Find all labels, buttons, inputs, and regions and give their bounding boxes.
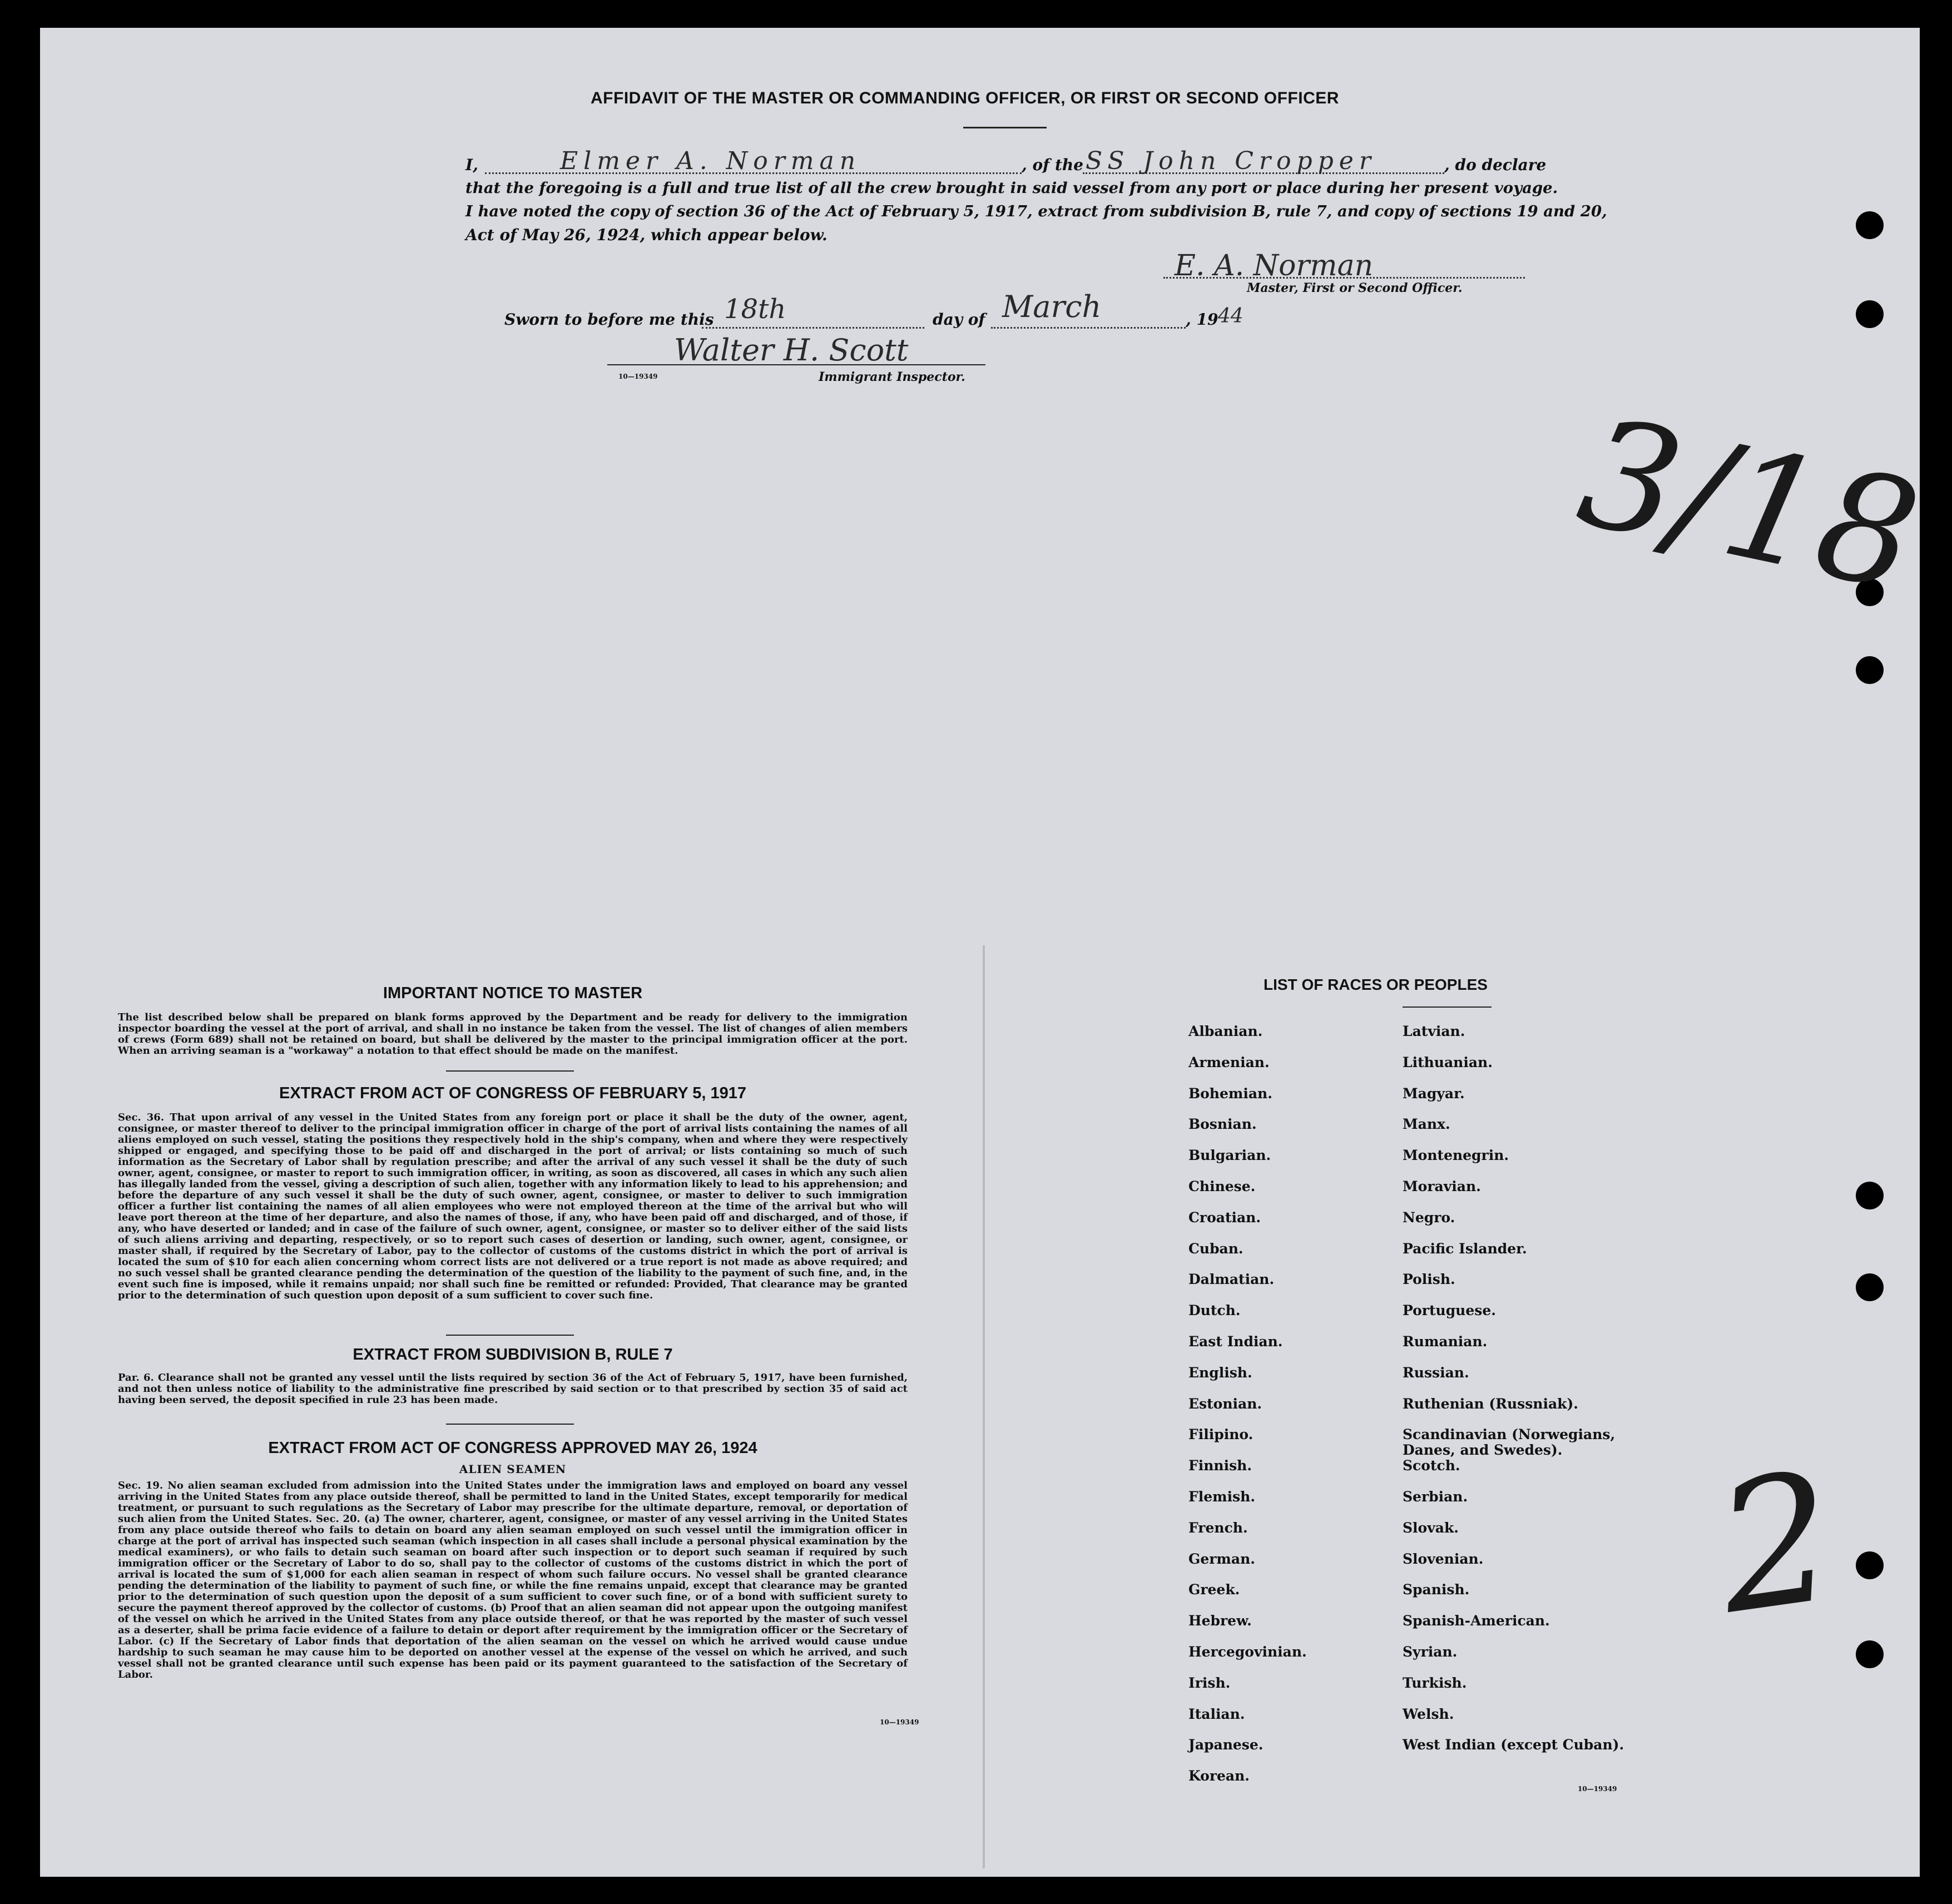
extract2-divider <box>446 1424 574 1425</box>
i-label: I, <box>465 156 478 174</box>
race-entry: Hercegovinian. <box>1188 1644 1307 1660</box>
race-entry: West Indian (except Cuban). <box>1403 1737 1624 1753</box>
race-entry: Scotch. <box>1403 1457 1460 1474</box>
race-entry: Bohemian. <box>1188 1085 1272 1102</box>
master-signature: E. A. Norman <box>1175 249 1374 282</box>
race-entry: Armenian. <box>1188 1054 1270 1070</box>
race-entry: Finnish. <box>1188 1457 1252 1474</box>
notice-title: IMPORTANT NOTICE TO MASTER <box>383 984 643 1002</box>
affidavit-title: AFFIDAVIT OF THE MASTER OR COMMANDING OFFICER, OR FIRST OR SECOND OFFICER <box>591 89 1339 107</box>
declaration-line-2: that the foregoing is a full and true list of all the crew brought in said vessel from any port or place during her present voyage. <box>465 179 1558 197</box>
declaration-line-4: Act of May 26, 1924, which appear below. <box>465 226 828 244</box>
race-entry: Danes, and Swedes). <box>1403 1442 1563 1459</box>
race-entry: Croatian. <box>1188 1209 1261 1226</box>
race-entry: Japanese. <box>1188 1737 1264 1753</box>
race-entry: Irish. <box>1188 1674 1231 1691</box>
form-number: 10—19349 <box>618 373 658 380</box>
margin-mark: 2 <box>1706 1433 1847 1654</box>
sworn-label: Sworn to before me this <box>504 310 714 329</box>
race-entry: Moravian. <box>1403 1178 1481 1194</box>
year-value: 44 <box>1218 305 1243 328</box>
race-entry: Flemish. <box>1188 1489 1256 1505</box>
year-prefix: , 19 <box>1186 310 1218 329</box>
race-entry: East Indian. <box>1188 1333 1283 1350</box>
race-entry: Spanish-American. <box>1403 1613 1550 1629</box>
inspector-caption: Immigrant Inspector. <box>819 370 965 384</box>
extract1-divider <box>446 1335 574 1336</box>
race-entry: Polish. <box>1403 1271 1455 1288</box>
notice-form-number: 10—19349 <box>880 1718 919 1726</box>
punch-hole <box>1856 300 1884 328</box>
race-entry: Welsh. <box>1403 1705 1454 1722</box>
race-entry: Syrian. <box>1403 1644 1458 1660</box>
race-entry: Negro. <box>1403 1209 1455 1226</box>
race-entry: Chinese. <box>1188 1178 1256 1194</box>
race-entry: Greek. <box>1188 1581 1240 1598</box>
race-entry: French. <box>1188 1519 1248 1536</box>
race-entry: Estonian. <box>1188 1395 1262 1412</box>
race-entry: Scandinavian (Norwegians, <box>1403 1426 1616 1443</box>
race-entry: Korean. <box>1188 1768 1250 1784</box>
races-title: LIST OF RACES OR PEOPLES <box>1264 976 1488 993</box>
race-entry: Serbian. <box>1403 1489 1468 1505</box>
month-value: March <box>1002 289 1102 324</box>
punch-hole <box>1856 211 1884 239</box>
extract1-title: EXTRACT FROM ACT OF CONGRESS OF FEBRUARY 5, 1917 <box>279 1084 747 1102</box>
extract1-body: Sec. 36. That upon arrival of any vessel in the United States from any foreign port or place it shall be the duty of the owner, agent, consignee, or master thereof to deliver to the principal immigration officer in charge of the port of arrival lists containing the names of all aliens employed on such vessel, stating the positions they respectively hold in the ship's company, when and where they were respectively shipped or engaged, and specifying those to be paid off and discharged in the port of arrival; or lists containing so much of such information as the Secretary of Labor shall by regulation prescribe; and after the arrival of any such vessel it shall be the duty of such owner, agent, consignee, or master to report to such immigration officer, in writing, as soon as discovered, all cases in which any such alien has illegally landed from the vessel, giving a description of such alien, together with any information likely to lead to his apprehension; and before the departure of any such vessel it shall be the duty of such owner, agent, consignee, or master to deliver to such immigration officer a further list containing the names of all alien employees who were not employed thereon at the time of the arrival but who will leave port thereon at the time of her departure, and also the names of those, if any, who have been paid off and discharged, and of those, if any, who have deserted or landed; and in case of the failure of such owner, agent, consignee, or master so to deliver either of the said lists of such aliens arriving and departing, respectively, or so to report such cases of desertion or landing, such owner, agent, consignee, or master shall, if required by the Secretary of Labor, pay to the collector of customs of the customs district in which the port of arrival is located the sum of $10 for each alien concerning whom correct lists are not delivered or a true report is not made as above required; and no such vessel shall be granted clearance pending the determination of the question of the liability to the payment of such fine, and, in the event such fine is imposed, while it remains unpaid; nor shall such fine be remitted or refunded: Provided, That clearance may be granted prior to the determination of such question upon deposit of a sum sufficient to cover such fine. <box>118 1112 908 1301</box>
race-entry: Cuban. <box>1188 1240 1243 1257</box>
race-entry: Manx. <box>1403 1116 1450 1133</box>
punch-hole <box>1856 1551 1884 1579</box>
day-line <box>702 327 924 329</box>
race-entry: Magyar. <box>1403 1085 1465 1102</box>
notice-body: The list described below shall be prepared on blank forms approved by the Department and be ready for delivery to the immigration inspector boarding the vessel at the port of arrival, and shall in no instance be taken from the vessel. The list of changes of alien members of crews (Form 689) shall not be retained on board, but shall be delivered by the master to the principal immigration officer at the port. When an arriving seaman is a "workaway" a notation to that effect should be made on the manifest. <box>118 1012 908 1057</box>
of-the-label: , of the <box>1022 156 1084 174</box>
race-entry: Portuguese. <box>1403 1302 1496 1319</box>
extract3-body: Sec. 19. No alien seaman excluded from admission into the United States under the immigration laws and employed on board any vessel arriving in the United States from any place outside thereof, shall be permitted to land in the United States, except temporarily for medical treatment, or pursuant to such regulations as the Secretary of Labor may prescribe for the ultimate departure, removal, or deportation of such alien from the United States. Sec. 20. (a) The owner, charterer, agent, consignee, or master of any vessel arriving in the United States from any place outside thereof who fails to detain on board any alien seaman employed on such vessel until the immigration officer in charge at the port of arrival has inspected such seaman (which inspection in all cases shall include a personal physical examination by the medical examiners), or who fails to detain such seaman on board after such inspection or to deport such seaman if required by such immigration officer or the Secretary of Labor to do so, shall pay to the collector of customs of the customs district in which the port of arrival is located the sum of $1,000 for each alien seaman in respect of whom such failure occurs. No vessel shall be granted clearance pending the determination of the liability to payment of such fine, or while the fine remains unpaid, except that clearance may be granted prior to the determination of such question upon the deposit of a sum sufficient to cover such fine, or of a bond with sufficient surety to secure the payment thereof approved by the collector of customs. (b) Proof that an alien seaman did not appear upon the outgoing manifest of the vessel on which he arrived in the United States from any place outside thereof, or that he was reported by the master of such vessel as a deserter, shall be prima facie evidence of a failure to detain or deport after requirement by the immigration officer or the Secretary of Labor. (c) If the Secretary of Labor finds that deportation of the alien seaman on the vessel on which he arrived would cause undue hardship to such seaman he may cause him to be deported on another vessel at the expense of the vessel on which he arrived, and such vessel shall not be granted clearance until such expense has been paid or its payment guaranteed to the satisfaction of the Secretary of Labor. <box>118 1480 908 1680</box>
extract3-title: EXTRACT FROM ACT OF CONGRESS APPROVED MAY 26, 1924 <box>268 1439 757 1457</box>
race-entry: Albanian. <box>1188 1023 1263 1039</box>
race-entry: Latvian. <box>1403 1023 1465 1039</box>
notice-divider <box>446 1070 574 1072</box>
race-entry: Italian. <box>1188 1705 1245 1722</box>
fold-line <box>983 945 985 1868</box>
race-entry: Ruthenian (Russniak). <box>1403 1395 1578 1412</box>
master-name: Elmer A. Norman <box>560 147 861 175</box>
extract2-body: Par. 6. Clearance shall not be granted any vessel until the lists required by section 36 of the Act of February 5, 1917, have been furnished, and not then unless notice of liability to the administrative fine prescribed by said section or to that prescribed by section 35 of said act having been served, the deposit specified in rule 23 has been made. <box>118 1372 908 1406</box>
declaration-line-3: I have noted the copy of section 36 of the Act of February 5, 1917, extract from subdivision B, rule 7, and copy of sections 19 and 20, <box>465 202 1607 220</box>
race-entry: Bulgarian. <box>1188 1147 1271 1164</box>
date-annotation: 3/18 <box>1565 384 1933 626</box>
month-line <box>991 327 1186 329</box>
races-form-number: 10—19349 <box>1578 1785 1617 1793</box>
day-of-label: day of <box>933 310 985 329</box>
document-page <box>40 28 1933 1877</box>
officer-caption: Master, First or Second Officer. <box>1247 281 1463 295</box>
race-entry: Hebrew. <box>1188 1613 1252 1629</box>
race-entry: Dutch. <box>1188 1302 1241 1319</box>
races-divider <box>1403 1006 1492 1008</box>
vessel-name: SS John Cropper <box>1086 147 1376 175</box>
punch-hole <box>1856 1640 1884 1668</box>
race-entry: Bosnian. <box>1188 1116 1257 1133</box>
extract2-title: EXTRACT FROM SUBDIVISION B, RULE 7 <box>353 1346 673 1363</box>
punch-hole <box>1856 656 1884 684</box>
race-entry: Russian. <box>1403 1364 1469 1381</box>
do-declare-label: , do declare <box>1444 156 1547 174</box>
race-entry: Lithuanian. <box>1403 1054 1493 1070</box>
inspector-signature: Walter H. Scott <box>674 333 909 368</box>
race-entry: English. <box>1188 1364 1252 1381</box>
race-entry: Dalmatian. <box>1188 1271 1275 1288</box>
punch-hole <box>1856 1273 1884 1301</box>
race-entry: German. <box>1188 1550 1255 1567</box>
race-entry: Spanish. <box>1403 1581 1470 1598</box>
race-entry: Turkish. <box>1403 1674 1467 1691</box>
title-divider <box>963 127 1047 128</box>
day-value: 18th <box>724 294 786 325</box>
race-entry: Slovak. <box>1403 1519 1459 1536</box>
race-entry: Pacific Islander. <box>1403 1240 1527 1257</box>
race-entry: Filipino. <box>1188 1426 1254 1443</box>
race-entry: Rumanian. <box>1403 1333 1488 1350</box>
punch-hole <box>1856 1182 1884 1209</box>
extract3-subtitle: ALIEN SEAMEN <box>459 1462 567 1476</box>
race-entry: Slovenian. <box>1403 1550 1484 1567</box>
race-entry: Montenegrin. <box>1403 1147 1509 1164</box>
